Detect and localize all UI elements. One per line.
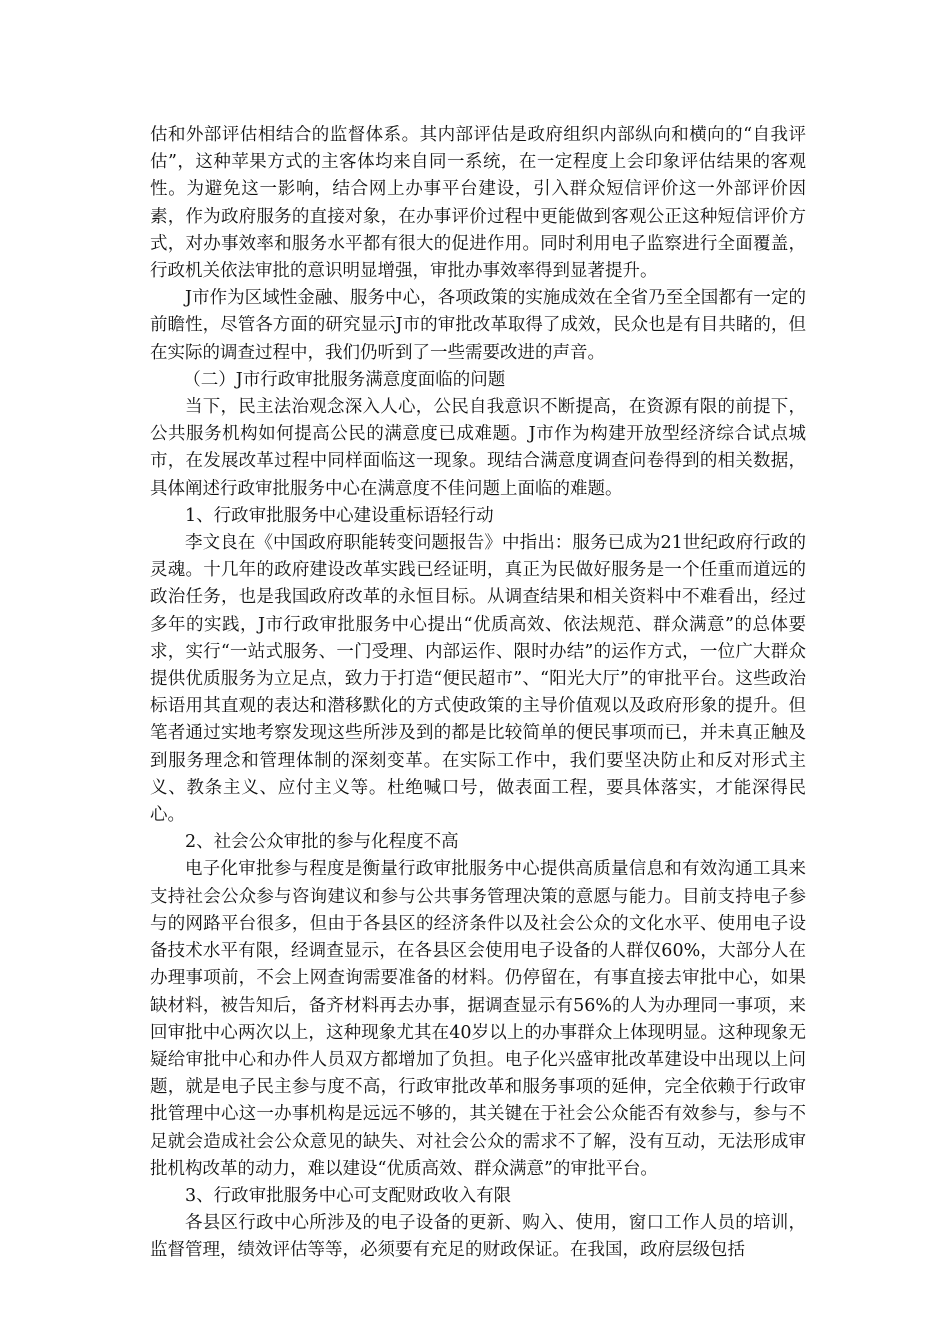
paragraph: 电子化审批参与程度是衡量行政审批服务中心提供高质量信息和有效沟通工具来支持社会公众参与咨询建议和参与公共事务管理决策的意愿与能力。目前支持电子参与的网路平台很多，但由于各县区的经济条件以及社会公众的文化水平、使用电子设备技术水平有限，经调查显示，在各县区会使用电子设备的人群仅60%，大部分人在办理事项前，不会上网查询需要准备的材料。仍停留在，有事直接去审批中心，如果缺材料，被告知后，备齐材料再去办事，据调查显示有56%的人为办理同一事项，来回审批中心两次以上，这种现象尤其在40岁以上的办事群众上体现明显。这种现象无疑给审批中心和办件人员双方都增加了负担。电子化兴盛审批改革建设中出现以上问题，就是电子民主参与度不高，行政审批改革和服务事项的延伸，完全依赖于行政审批管理中心这一办事机构是远远不够的，其关键在于社会公众能否有效参与，参与不足就会造成社会公众意见的缺失、对社会公众的需求不了解，没有互动，无法形成审批机构改革的动力，难以建设“优质高效、群众满意”的审批平台。 <box>150 859 806 1179</box>
section-heading: （二）J市行政审批服务满意度面临的问题 <box>183 369 506 390</box>
paragraph: 当下，民主法治观念深入人心，公民自我意识不断提高，在资源有限的前提下，公共服务机构如何提高公民的满意度已成难题。J市作为构建开放型经济综合试点城市，在发展改革过程中同样面临这一现象。现结合满意度调查问卷得到的相关数据，具体阐述行政审批服务中心在满意度不佳问题上面临的难题。 <box>150 397 806 499</box>
paragraph: 李文良在《中国政府职能转变问题报告》中指出：服务已成为21世纪政府行政的灵魂。十几年的政府建设改革实践已经证明，真正为民做好服务是一个任重而道远的政治任务，也是我国政府改革的永恒目标。从调查结果和相关资料中不难看出，经过多年的实践，J市行政审批服务中心提出“优质高效、依法规范、群众满意”的总体要求，实行“一站式服务、一门受理、内部运作、限时办结”的运作方式，一位广大群众提供优质服务为立足点，致力于打造“便民超市”、“阳光大厅”的审批平台。这些政治标语用其直观的表达和潜移默化的方式使政策的主导价值观以及政府形象的提升。但笔者通过实地考察发现这些所涉及到的都是比较简单的便民事项而已，并未真正触及到服务理念和管理体制的深刻变革。在实际工作中，我们要坚决防止和反对形式主义、教条主义、应付主义等。杜绝喊口号，做表面工程，要具体落实，才能深得民心。 <box>150 533 806 826</box>
paragraph: J市作为区域性金融、服务中心，各项政策的实施成效在全省乃至全国都有一定的前瞻性，尽管各方面的研究显示J市的审批改革取得了成效，民众也是有目共睹的，但在实际的调查过程中，我们仍听到了一些需要改进的声音。 <box>150 288 806 363</box>
subsection-heading: 2、社会公众审批的参与化程度不高 <box>185 832 459 853</box>
paragraph-continuation: 估和外部评估相结合的监督体系。其内部评估是政府组织内部纵向和横向的“自我评估”，这种苹果方式的主客体均来自同一系统，在一定程度上会印象评估结果的客观性。为避免这一影响，结合网上办事平台建设，引入群众短信评价这一外部评价因素，作为政府服务的直接对象，在办事评价过程中更能做到客观公正这种短信评价方式，对办事效率和服务水平都有很大的促进作用。同时利用电子监察进行全面覆盖，行政机关依法审批的意识明显增强，审批办事效率得到显著提升。 <box>150 125 806 282</box>
subsection-heading: 1、行政审批服务中心建设重标语轻行动 <box>185 505 494 526</box>
document-body <box>150 122 806 1265</box>
paragraph: 各县区行政中心所涉及的电子设备的更新、购入、使用，窗口工作人员的培训，监督管理，绩效评估等等，必须要有充足的财政保证。在我国，政府层级包括 <box>150 1213 806 1261</box>
subsection-heading: 3、行政审批服务中心可支配财政收入有限 <box>185 1185 512 1206</box>
